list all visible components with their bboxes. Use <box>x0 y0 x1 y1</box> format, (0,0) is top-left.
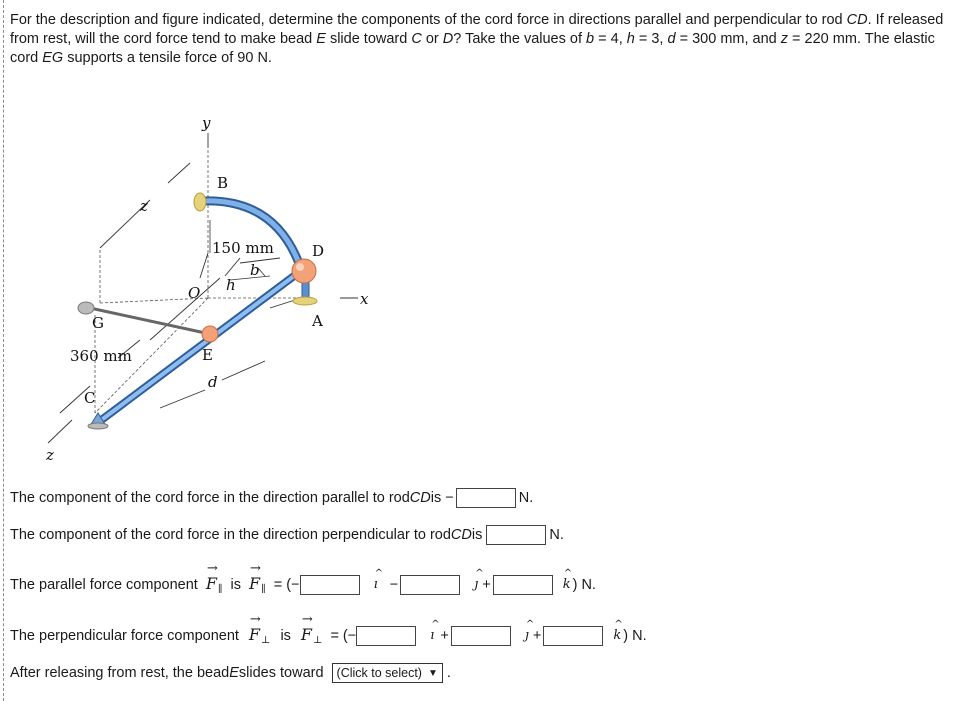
parallel-k-input[interactable] <box>493 575 553 595</box>
fig-label-y: y <box>202 114 211 132</box>
fig-label-x: x <box>360 290 369 308</box>
k-hat-symbol: ^ k <box>563 577 571 592</box>
j-hat-symbol: ^ ȷ <box>474 577 478 592</box>
question-perpendicular-vector: The perpendicular force component → $F_\perp$ is → $F_\perp$ = (− ^ ı + ^ ȷ + ^ k ) N. <box>10 625 647 646</box>
f-perp-symbol: → $F_\perp$ <box>249 625 271 646</box>
fig-label-B: B <box>217 174 229 192</box>
fig-label-C: C <box>84 389 96 407</box>
perpendicular-magnitude-input[interactable] <box>486 525 546 545</box>
fig-label-A: A <box>312 312 323 330</box>
parallel-i-input[interactable] <box>300 575 360 595</box>
fig-label-360mm: 360 mm <box>70 347 132 365</box>
i-hat-symbol: ^ ı <box>374 577 378 592</box>
question-parallel-magnitude: The component of the cord force in the direction parallel to rod CD is − N. <box>10 490 534 506</box>
k-hat-symbol-2: ^ k <box>613 628 621 643</box>
parallel-magnitude-input[interactable] <box>456 488 516 508</box>
mechanics-figure <box>40 108 380 478</box>
question-bead-direction: After releasing from rest, the bead E slides toward (Click to select) ▼ . <box>10 665 451 681</box>
fig-label-z-bottom: z <box>46 446 54 464</box>
perp-j-input[interactable] <box>451 626 511 646</box>
question-perpendicular-magnitude: The component of the cord force in the direction perpendicular to rod CD is N. <box>10 527 564 543</box>
perp-k-input[interactable] <box>543 626 603 646</box>
fig-label-D: D <box>312 242 325 260</box>
fig-label-E: E <box>202 346 213 364</box>
parallel-j-input[interactable] <box>400 575 460 595</box>
fig-label-b: b <box>250 261 260 279</box>
problem-line-1: For the description and figure indicated, determine the components of the cord force in directions parallel and perpendicular to rod <box>10 12 843 28</box>
f-perp-symbol-2: → $F_\perp$ <box>301 625 323 646</box>
question-parallel-vector: The parallel force component → $F_\parallel$ is → $F_\parallel$ = (− ^ ı − ^ ȷ + ^ k ) N. <box>10 574 596 595</box>
j-hat-symbol-2: ^ ȷ <box>525 628 529 643</box>
problem-statement: For the description and figure indicated, determine the components of the cord force in directions parallel and perpendicular to rod CD. If released from rest, will the cord force tend to make bead E slide toward C or D? Take the values of b = 4, h = 3, d = 300 mm, and z = 220 mm. The elastic cord EG supports a tensile force of 90 N. <box>10 12 944 66</box>
f-parallel-symbol-2: → $F_\parallel$ <box>249 574 266 595</box>
fig-label-d: d <box>208 373 218 391</box>
fig-label-150mm: 150 mm <box>212 239 274 257</box>
left-border <box>3 0 4 701</box>
i-hat-symbol-2: ^ ı <box>430 628 434 643</box>
fig-label-z-top: z <box>140 197 148 215</box>
f-parallel-symbol: → $F_\parallel$ <box>206 574 223 595</box>
direction-select[interactable] <box>332 663 443 683</box>
perp-i-input[interactable] <box>356 626 416 646</box>
fig-label-O: O <box>188 284 201 302</box>
chevron-down-icon: ▼ <box>427 667 438 679</box>
fig-label-G: G <box>92 314 104 332</box>
fig-label-h: h <box>226 276 236 294</box>
select-label: (Click to select) <box>336 666 422 680</box>
